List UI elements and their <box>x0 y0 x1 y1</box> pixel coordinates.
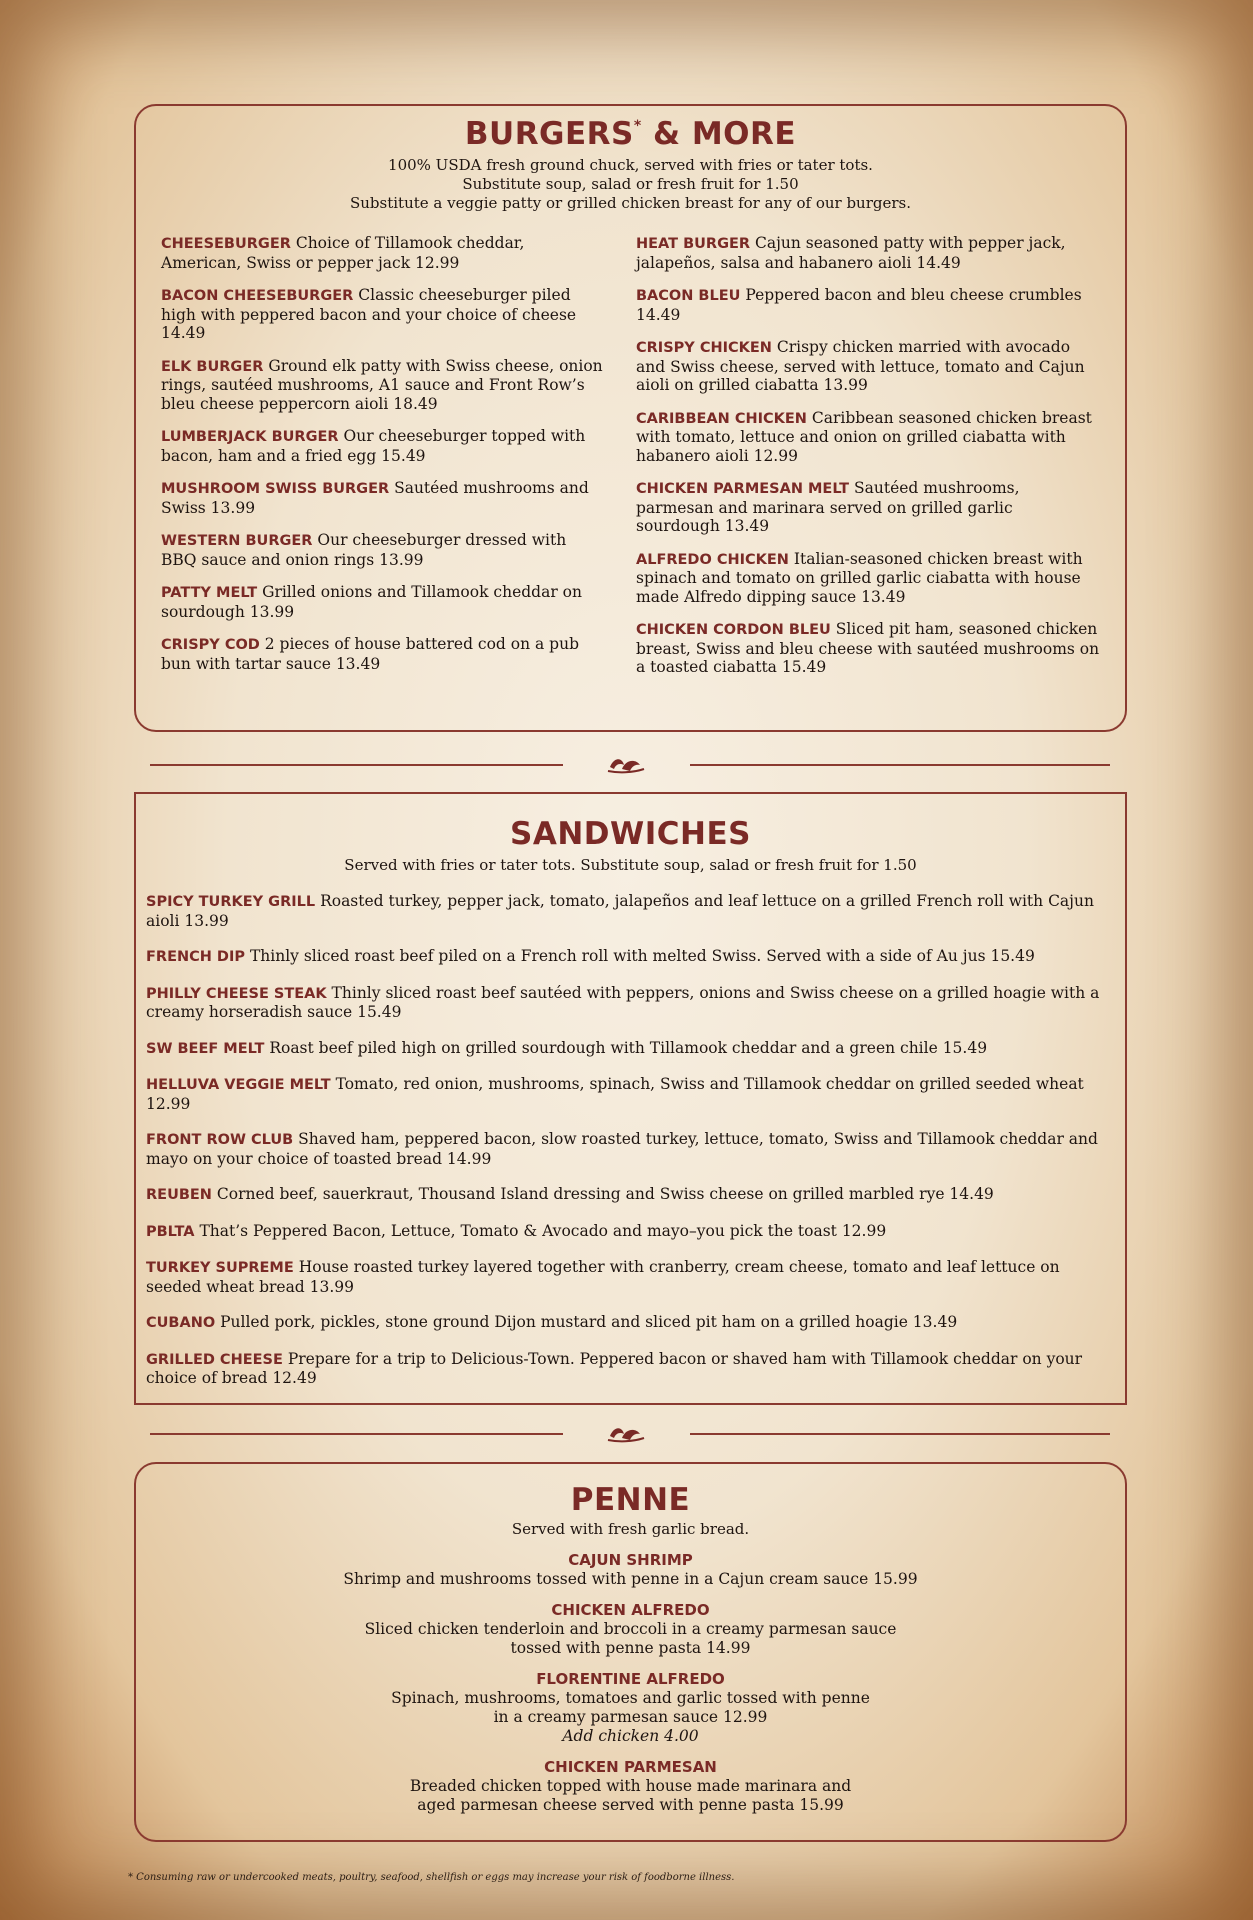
menu-item-description: Thinly sliced roast beef sautéed with peppers, onions and Swiss cheese on a grilled hoagie with a creamy horseradish sauce 15.49 <box>146 983 1100 1021</box>
menu-item-description: aged parmesan cheese served with penne pasta 15.99 <box>417 1796 844 1814</box>
menu-item-description: Our cheeseburger topped with bacon, ham and a fried egg 15.49 <box>161 427 586 465</box>
section-divider <box>150 755 1110 775</box>
menu-item <box>136 1670 1125 1746</box>
menu-item-name: CHICKEN ALFREDO <box>551 1601 710 1619</box>
section-divider <box>150 1424 1110 1444</box>
menu-item-name: FLORENTINE ALFREDO <box>536 1670 725 1688</box>
menu-item-name: SPICY TURKEY GRILL <box>146 894 316 910</box>
menu-item-description: Crispy chicken married with avocado and Swiss cheese, served with lettuce, tomato and Cajun aioli on grilled ciabatta 13.99 <box>636 338 1085 394</box>
menu-item-description: Roasted turkey, pepper jack, tomato, jalapeños and leaf lettuce on a grilled French roll with Cajun aioli 13.99 <box>146 892 1094 930</box>
menu-item-name: CARIBBEAN CHICKEN <box>636 410 807 427</box>
menu-item-name: BACON CHEESEBURGER <box>161 288 354 304</box>
menu-item-description: Caribbean seasoned chicken breast with tomato, lettuce and onion on grilled ciabatta with habanero aioli 12.99 <box>636 408 1092 465</box>
leaf-flourish-icon <box>606 755 646 775</box>
menu-item <box>636 550 1101 607</box>
menu-item-name: CAJUN SHRIMP <box>568 1551 693 1569</box>
menu-item <box>146 1258 1116 1296</box>
menu-item <box>636 479 1101 536</box>
menu-item-description: Sliced pit ham, seasoned chicken breast, Swiss and bleu cheese with sautéed mushrooms on a toasted ciabatta 15.49 <box>636 620 1100 676</box>
menu-item-name: CUBANO <box>146 1315 216 1331</box>
menu-item-description: Sliced chicken tenderloin and broccoli in a creamy parmesan sauce <box>364 1620 897 1638</box>
menu-item-name: CHEESEBURGER <box>161 236 291 252</box>
menu-item <box>161 427 606 465</box>
menu-item-description: Choice of Tillamook cheddar, American, Swiss or pepper jack 12.99 <box>161 234 525 272</box>
menu-item <box>146 1039 1116 1059</box>
menu-item-name: HELLUVA VEGGIE MELT <box>146 1077 331 1093</box>
menu-item-description: Roast beef piled high on grilled sourdough with Tillamook cheddar and a green chile 15.49 <box>269 1038 988 1057</box>
menu-item-description: Sautéed mushrooms and Swiss 13.99 <box>161 479 589 517</box>
menu-item-description: Prepare for a trip to Delicious-Town. Peppered bacon or shaved ham with Tillamook cheddar on your choice of bread 12.49 <box>146 1349 1083 1387</box>
menu-item-name: HEAT BURGER <box>636 236 751 252</box>
burgers-subtitle-2: Substitute soup, salad or fresh fruit for 1.50 <box>462 175 799 193</box>
menu-item-name: GRILLED CHEESE <box>146 1351 283 1368</box>
menu-item-description: Grilled onions and Tillamook cheddar on sourdough 13.99 <box>161 583 582 621</box>
sandwiches-title: SANDWICHES <box>510 816 751 852</box>
menu-item-description: Cajun seasoned patty with pepper jack, jalapeños, salsa and habanero aioli 14.49 <box>636 234 1066 272</box>
menu-item-description: Peppered bacon and bleu cheese crumbles 14.49 <box>636 286 1082 324</box>
menu-item-description: Pulled pork, pickles, stone ground Dijon mustard and sliced pit ham on a grilled hoagie 13.49 <box>220 1313 958 1331</box>
penne-title: PENNE <box>570 1482 691 1518</box>
burgers-title: BURGERS* & MORE <box>464 116 797 152</box>
menu-item-description: House roasted turkey layered together with cranberry, cream cheese, tomato and leaf lettuce on seeded wheat bread 13.99 <box>146 1258 1060 1296</box>
menu-item <box>161 531 606 569</box>
menu-item-name: CHICKEN CORDON BLEU <box>636 622 831 638</box>
menu-item-description: Shrimp and mushrooms tossed with penne in a Cajun cream sauce 15.99 <box>343 1570 918 1588</box>
menu-item <box>161 357 606 414</box>
menu-item <box>146 1075 1116 1113</box>
menu-item-name: PATTY MELT <box>161 585 258 601</box>
menu-item <box>636 234 1101 272</box>
menu-item <box>161 583 606 621</box>
menu-item <box>636 620 1101 677</box>
burgers-left-column <box>161 234 606 687</box>
menu-item <box>146 1130 1116 1168</box>
menu-item-name: CHICKEN PARMESAN MELT <box>636 481 850 497</box>
menu-item-description: Sautéed mushrooms, parmesan and marinara served on grilled garlic sourdough 13.49 <box>636 479 1020 535</box>
menu-item-description: Shaved ham, peppered bacon, slow roasted turkey, lettuce, tomato, Swiss and Tillamook cheddar and mayo on your choice of toasted bread 14.99 <box>146 1130 1098 1168</box>
penne-subtitle: Served with fresh garlic bread. <box>511 1520 750 1538</box>
menu-item-description: Classic cheeseburger piled high with peppered bacon and your choice of cheese 14.49 <box>161 286 577 342</box>
menu-item <box>146 984 1116 1022</box>
menu-item <box>146 1313 1116 1333</box>
menu-item <box>636 409 1101 466</box>
menu-item-description: Our cheeseburger dressed with BBQ sauce and onion rings 13.99 <box>161 531 567 569</box>
menu-item-name: PBLTA <box>146 1223 195 1240</box>
menu-item <box>161 635 606 673</box>
penne-list <box>136 1551 1125 1815</box>
menu-item-name: CRISPY CHICKEN <box>636 340 772 356</box>
burgers-section <box>134 104 1127 732</box>
menu-item-description: Thinly sliced roast beef piled on a French roll with melted Swiss. Served with a side of Au jus 15.49 <box>249 947 1035 965</box>
menu-item <box>161 479 606 517</box>
menu-item <box>146 1185 1116 1205</box>
menu-item-name: REUBEN <box>146 1187 212 1203</box>
menu-item <box>161 234 606 272</box>
menu-item-description: Spinach, mushrooms, tomatoes and garlic tossed with penne <box>391 1689 870 1707</box>
menu-item <box>146 947 1116 967</box>
menu-item-description: 2 pieces of house battered cod on a pub bun with tartar sauce 13.49 <box>161 635 580 673</box>
menu-item <box>636 286 1101 324</box>
menu-item <box>136 1551 1125 1589</box>
footnote: * Consuming raw or undercooked meats, poultry, seafood, shellfish or eggs may increase your risk of foodborne illness. <box>128 1872 735 1883</box>
menu-item <box>636 338 1101 395</box>
sandwiches-subtitle: Served with fries or tater tots. Substitute soup, salad or fresh fruit for 1.50 <box>344 856 917 874</box>
menu-item-name: MUSHROOM SWISS BURGER <box>161 481 390 497</box>
menu-item-name: PHILLY CHEESE STEAK <box>146 985 327 1002</box>
menu-item-name: CHICKEN PARMESAN <box>544 1758 717 1776</box>
menu-item-name: FRONT ROW CLUB <box>146 1132 294 1148</box>
menu-item <box>161 286 606 343</box>
menu-item <box>146 1222 1116 1242</box>
menu-item-description: in a creamy parmesan sauce 12.99 <box>493 1708 768 1726</box>
menu-item-name: FRENCH DIP <box>146 949 245 965</box>
menu-item-description: Ground elk patty with Swiss cheese, onion rings, sautéed mushrooms, A1 sauce and Front Row’s bleu cheese peppercorn aioli 18.49 <box>161 356 603 413</box>
menu-item-name: CRISPY COD <box>161 637 260 653</box>
menu-item-description: That’s Peppered Bacon, Lettuce, Tomato & Avocado and mayo–you pick the toast 12.99 <box>199 1221 887 1240</box>
menu-item-name: ALFREDO CHICKEN <box>636 551 789 568</box>
menu-item <box>136 1758 1125 1815</box>
penne-section <box>134 1462 1127 1842</box>
menu-item-name: SW BEEF MELT <box>146 1040 265 1057</box>
menu-item-description: Italian-seasoned chicken breast with spinach and tomato on grilled garlic ciabatta with house made Alfredo dipping sauce 13.49 <box>636 549 1083 606</box>
menu-item <box>136 1601 1125 1658</box>
leaf-flourish-icon <box>606 1424 646 1444</box>
menu-item <box>146 1350 1116 1388</box>
menu-item <box>146 892 1116 930</box>
burgers-subtitle-1: 100% USDA fresh ground chuck, served with fries or tater tots. <box>388 156 873 174</box>
menu-item-description: Breaded chicken topped with house made marinara and <box>409 1777 852 1795</box>
menu-item-description: Tomato, red onion, mushrooms, spinach, Swiss and Tillamook cheddar on grilled seeded wheat 12.99 <box>146 1075 1084 1113</box>
menu-item-description: tossed with penne pasta 14.99 <box>510 1639 751 1657</box>
menu-item-description: Corned beef, sauerkraut, Thousand Island dressing and Swiss cheese on grilled marbled rye 14.49 <box>216 1185 994 1203</box>
burgers-right-column <box>636 234 1101 691</box>
menu-item-name: TURKEY SUPREME <box>146 1260 294 1276</box>
sandwiches-section <box>134 792 1127 1405</box>
menu-item-name: LUMBERJACK BURGER <box>161 429 339 445</box>
menu-item-name: WESTERN BURGER <box>161 533 313 549</box>
burgers-subtitle-3: Substitute a veggie patty or grilled chicken breast for any of our burgers. <box>350 194 911 212</box>
menu-item-name: ELK BURGER <box>161 358 264 375</box>
sandwiches-list <box>146 892 1116 1405</box>
menu-item-note: Add chicken 4.00 <box>562 1727 699 1745</box>
menu-item-name: BACON BLEU <box>636 288 741 304</box>
